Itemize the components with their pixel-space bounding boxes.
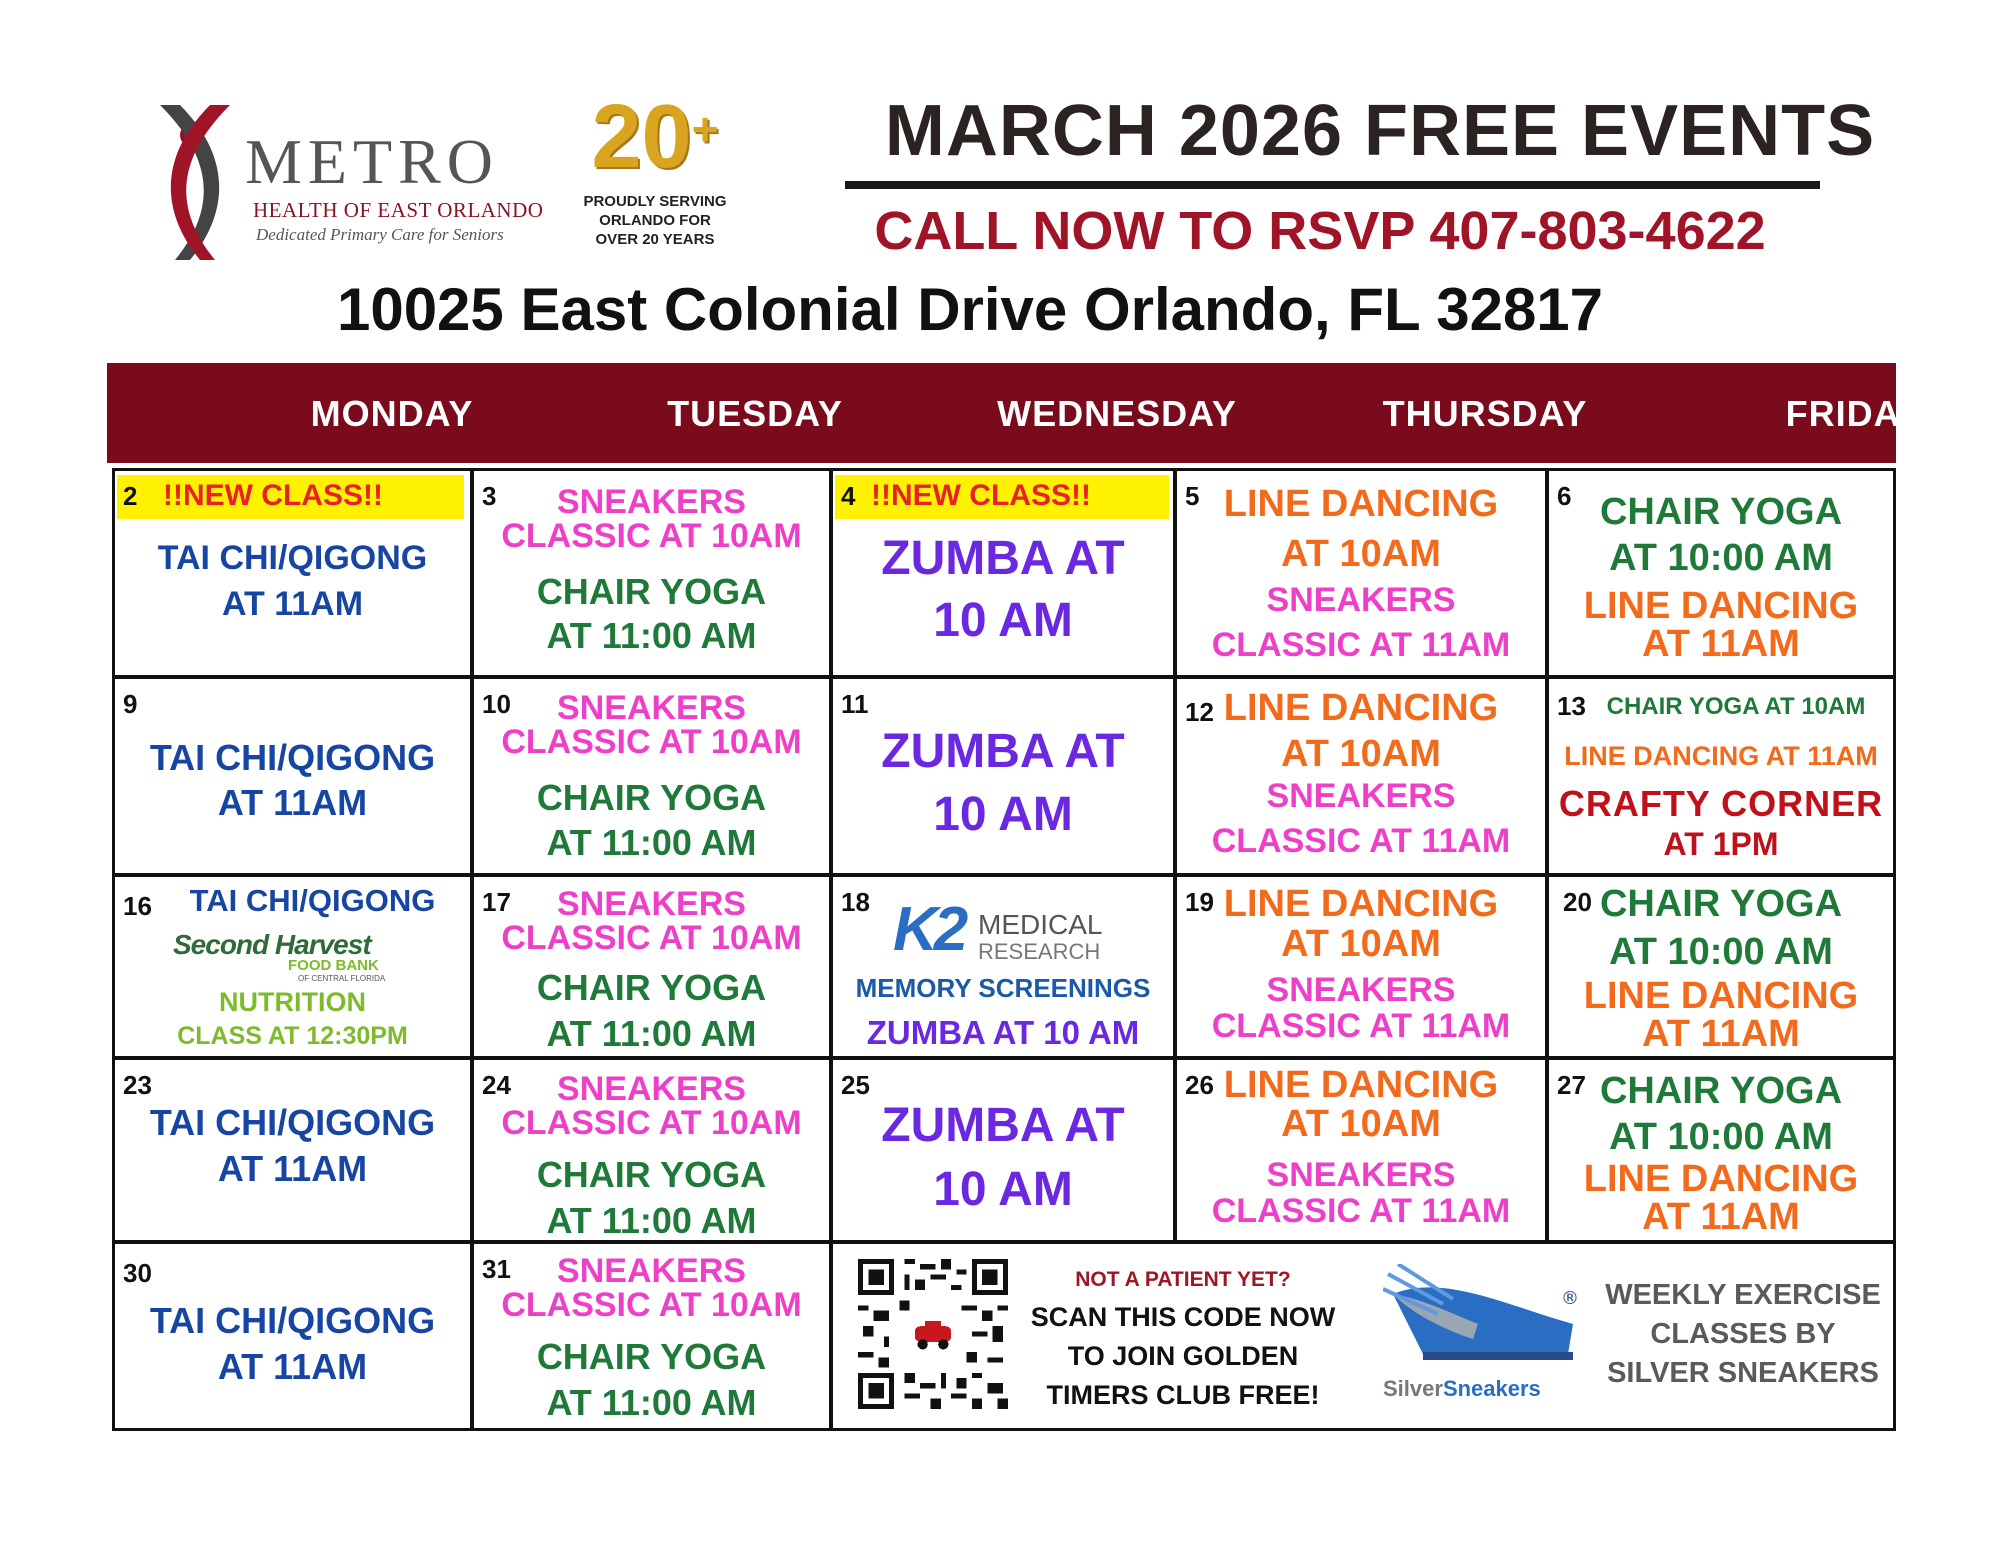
day-cell-13 xyxy=(1546,676,1896,876)
event-line: AT 11AM xyxy=(1642,1196,1800,1238)
event-line: TAI CHI/QIGONG xyxy=(149,1102,436,1143)
weekday-header xyxy=(107,363,1923,463)
date-label: 6 xyxy=(1557,481,1572,511)
day-cell-12 xyxy=(1174,676,1548,876)
event-line: AT 11AM xyxy=(217,1148,368,1189)
weekly-line: SILVER SNEAKERS xyxy=(1607,1357,1879,1389)
event-line: TAI CHI/QIGONG xyxy=(189,883,436,918)
date-label: 4 xyxy=(841,481,856,511)
event-line: CHAIR YOGA xyxy=(536,1154,767,1195)
promo-line: SCAN THIS CODE NOW xyxy=(1030,1302,1336,1332)
event-line: ZUMBA AT xyxy=(881,1099,1125,1152)
day-cell-9 xyxy=(112,676,473,876)
day-cell-11 xyxy=(830,676,1176,876)
event-line: CHAIR YOGA xyxy=(536,1336,767,1377)
day-cell-20 xyxy=(1546,874,1896,1059)
registered-mark: ® xyxy=(1561,1288,1579,1309)
event-line: CLASSIC AT 11AM xyxy=(1211,1007,1511,1045)
logo-line1: HEALTH OF EAST ORLANDO xyxy=(253,198,544,222)
silver-sneakers-logo xyxy=(1383,1264,1583,1404)
badge-text-3: OVER 20 YEARS xyxy=(595,231,715,248)
second-harvest-logo xyxy=(173,929,393,983)
event-line: AT 11AM xyxy=(217,782,368,823)
event-line: CRAFTY CORNER xyxy=(1558,783,1884,824)
date-label: 30 xyxy=(123,1258,152,1288)
date-label: 24 xyxy=(482,1070,511,1100)
anniversary-badge xyxy=(555,87,755,255)
event-line: CLASSIC AT 10AM xyxy=(501,723,802,761)
date-label: 10 xyxy=(482,689,511,719)
event-line: AT 10:00 AM xyxy=(1609,1116,1833,1158)
date-label: 2 xyxy=(123,481,138,511)
event-line: CHAIR YOGA xyxy=(536,777,767,818)
new-class-badge: !!NEW CLASS!! xyxy=(871,479,1091,512)
event-line: 10 AM xyxy=(933,1163,1073,1216)
event-line: SNEAKERS xyxy=(1266,971,1456,1009)
date-label: 17 xyxy=(482,887,511,917)
event-line: ZUMBA AT xyxy=(881,532,1125,585)
badge-text-2: ORLANDO FOR xyxy=(599,212,711,229)
event-line: AT 11AM xyxy=(217,1346,368,1387)
day-cell-23 xyxy=(112,1057,473,1243)
event-line: SNEAKERS xyxy=(1266,581,1456,619)
event-line: AT 11:00 AM xyxy=(546,1200,757,1241)
weekly-line: CLASSES BY xyxy=(1650,1318,1836,1350)
event-line: SNEAKERS xyxy=(557,483,746,521)
event-line: AT 10AM xyxy=(1281,533,1441,575)
k2-sub: RESEARCH xyxy=(978,939,1101,964)
event-line: SNEAKERS xyxy=(557,1070,746,1108)
date-label: 23 xyxy=(123,1070,152,1100)
event-line: CHAIR YOGA xyxy=(1599,1070,1843,1112)
event-line: AT 10:00 AM xyxy=(1609,931,1833,973)
event-line: CHAIR YOGA xyxy=(1599,883,1843,925)
event-line: CHAIR YOGA xyxy=(536,571,767,612)
event-line: CLASSIC AT 11AM xyxy=(1211,822,1511,860)
badge-number: 20+ xyxy=(591,87,719,187)
event-line: AT 10AM xyxy=(1281,733,1441,775)
date-label: 12 xyxy=(1185,697,1214,727)
event-line: 10 AM xyxy=(933,788,1073,841)
event-line: LINE DANCING xyxy=(1223,1064,1499,1106)
page-title: MARCH 2026 FREE EVENTS xyxy=(884,91,1876,171)
k2-name: MEDICAL xyxy=(978,909,1103,940)
promo-text xyxy=(1008,1298,1358,1415)
address: 10025 East Colonial Drive Orlando, FL 32817 xyxy=(336,276,1604,343)
silver-sneakers-brand: SilverSneakers xyxy=(1383,1376,1541,1401)
new-class-badge: !!NEW CLASS!! xyxy=(163,479,383,512)
event-line: AT 10:00 AM xyxy=(1609,537,1833,579)
k2-medical-research-logo xyxy=(893,897,1133,967)
day-cell-31 xyxy=(471,1241,832,1431)
event-line: CHAIR YOGA xyxy=(536,967,767,1008)
event-line: CLASSIC AT 10AM xyxy=(501,1286,802,1324)
event-line: SNEAKERS xyxy=(1266,777,1456,815)
promo-question: NOT A PATIENT YET? xyxy=(1075,1268,1291,1291)
event-line: AT 10AM xyxy=(1281,1103,1441,1145)
event-line: AT 10AM xyxy=(1281,923,1441,965)
promo-line: TIMERS CLUB FREE! xyxy=(1046,1380,1320,1410)
promo-line: TO JOIN GOLDEN xyxy=(1067,1341,1299,1371)
day-cell-18 xyxy=(830,874,1176,1059)
sponsor-region: OF CENTRAL FLORIDA xyxy=(298,974,386,983)
event-line: 10 AM xyxy=(933,594,1073,647)
date-label: 5 xyxy=(1185,481,1200,511)
event-line: AT 11AM xyxy=(221,585,364,623)
day-cell-5 xyxy=(1174,468,1548,678)
date-label: 3 xyxy=(482,481,497,511)
sneaker-icon xyxy=(1383,1264,1583,1374)
event-line: AT 11:00 AM xyxy=(546,1382,757,1423)
event-line: MEMORY SCREENINGS xyxy=(855,973,1151,1003)
date-label: 25 xyxy=(841,1070,870,1100)
event-line: LINE DANCING xyxy=(1583,975,1859,1017)
date-label: 19 xyxy=(1185,887,1214,917)
day-cell-4 xyxy=(830,468,1176,678)
event-line: CLASSIC AT 11AM xyxy=(1211,1192,1511,1230)
day-cell-3 xyxy=(471,468,832,678)
day-wednesday: WEDNESDAY xyxy=(997,393,1237,434)
rsvp-phone: CALL NOW TO RSVP 407-803-4622 xyxy=(874,201,1766,261)
day-tuesday: TUESDAY xyxy=(667,393,843,434)
k2-mark: K2 xyxy=(893,895,965,964)
event-line: LINE DANCING AT 11AM xyxy=(1564,741,1878,771)
date-label: 18 xyxy=(841,887,870,917)
calendar-grid xyxy=(107,463,1896,1428)
day-cell-2 xyxy=(112,468,473,678)
promo-cell xyxy=(830,1241,1896,1431)
event-line: TAI CHI/QIGONG xyxy=(149,737,436,778)
day-thursday: THURSDAY xyxy=(1382,393,1588,434)
event-line: AT 1PM xyxy=(1663,826,1779,862)
event-line: CLASS AT 12:30PM xyxy=(177,1022,408,1050)
event-line: SNEAKERS xyxy=(557,1252,746,1290)
day-monday: MONDAY xyxy=(310,393,474,434)
event-line: CLASSIC AT 11AM xyxy=(1211,626,1511,664)
metro-logo xyxy=(150,95,570,265)
date-label: 11 xyxy=(841,689,869,719)
title-underline xyxy=(845,181,1820,189)
day-friday: FRIDAY xyxy=(1785,393,1923,434)
event-line: SNEAKERS xyxy=(1266,1156,1456,1194)
event-line: CHAIR YOGA AT 10AM xyxy=(1606,693,1866,720)
event-line: ZUMBA AT xyxy=(881,725,1125,778)
event-line: AT 11AM xyxy=(1642,623,1800,665)
day-cell-30 xyxy=(112,1241,473,1431)
event-line: LINE DANCING xyxy=(1583,585,1859,627)
event-line: AT 11:00 AM xyxy=(546,822,757,863)
event-line: CLASSIC AT 10AM xyxy=(501,517,802,555)
day-cell-17 xyxy=(471,874,832,1059)
day-cell-6 xyxy=(1546,468,1896,678)
date-label: 20 xyxy=(1563,887,1592,917)
day-cell-10 xyxy=(471,676,832,876)
qr-code-icon[interactable] xyxy=(858,1259,1008,1409)
day-cell-24 xyxy=(471,1057,832,1243)
date-label: 27 xyxy=(1557,1070,1586,1100)
metro-ribbon-icon xyxy=(150,95,240,265)
event-line: LINE DANCING xyxy=(1223,883,1499,925)
event-line: NUTRITION xyxy=(219,987,366,1017)
weekly-line: WEEKLY EXERCISE xyxy=(1605,1279,1881,1311)
sponsor-name: Second Harvest xyxy=(173,929,371,960)
day-cell-25 xyxy=(830,1057,1176,1243)
day-cell-16 xyxy=(112,874,473,1059)
event-line: CLASSIC AT 10AM xyxy=(501,919,802,957)
event-line: ZUMBA AT 10 AM xyxy=(866,1014,1140,1051)
event-line: CLASSIC AT 10AM xyxy=(501,1104,802,1142)
badge-text-1: PROUDLY SERVING xyxy=(583,193,727,210)
event-line: CHAIR YOGA xyxy=(1599,491,1843,533)
sponsor-sub: FOOD BANK xyxy=(288,957,379,974)
event-line: TAI CHI/QIGONG xyxy=(157,539,428,577)
event-line: AT 11:00 AM xyxy=(546,615,757,656)
date-label: 26 xyxy=(1185,1070,1214,1100)
event-line: LINE DANCING xyxy=(1223,687,1499,729)
event-line: AT 11AM xyxy=(1642,1013,1800,1055)
event-line: LINE DANCING xyxy=(1583,1158,1859,1200)
event-line: SNEAKERS xyxy=(557,689,746,727)
day-cell-27 xyxy=(1546,1057,1896,1243)
event-line: TAI CHI/QIGONG xyxy=(149,1300,436,1341)
day-cell-26 xyxy=(1174,1057,1548,1243)
event-line: AT 11:00 AM xyxy=(546,1013,757,1054)
day-cell-19 xyxy=(1174,874,1548,1059)
event-line: SNEAKERS xyxy=(557,885,746,923)
logo-tagline: Dedicated Primary Care for Seniors xyxy=(256,225,504,244)
date-label: 31 xyxy=(482,1254,511,1284)
date-label: 13 xyxy=(1557,691,1586,721)
weekly-exercise-note xyxy=(1593,1276,1893,1393)
event-line: LINE DANCING xyxy=(1223,483,1499,525)
date-label: 16 xyxy=(123,891,152,921)
logo-name: METRO xyxy=(245,126,499,197)
date-label: 9 xyxy=(123,689,138,719)
